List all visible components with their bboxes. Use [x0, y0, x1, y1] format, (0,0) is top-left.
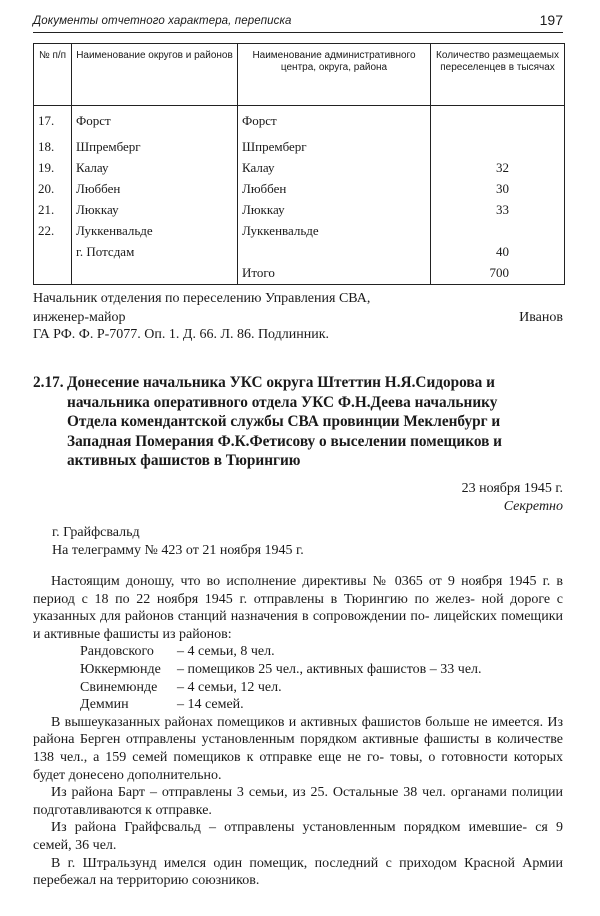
district-value: – помещиков 25 чел., активных фашистов – 33 чел.	[177, 661, 482, 677]
district-name: Свинемюнде	[80, 679, 158, 695]
col-header-center: Наименование административного центра, округа, района	[238, 44, 431, 106]
row-center: Форст	[238, 106, 431, 138]
row-district: Шпремберг	[72, 137, 238, 158]
row-quantity: 33	[431, 200, 565, 221]
document-title-line: начальника оперативного отдела УКС Ф.Н.Деева начальнику	[67, 393, 498, 411]
place-block	[52, 524, 304, 560]
row-center: Люббен	[238, 179, 431, 200]
page-number: 197	[539, 12, 563, 28]
row-district: Калау	[72, 158, 238, 179]
row-center: Шпремберг	[238, 137, 431, 158]
paragraph: В вышеуказанных районах помещиков и активных фашистов больше не имеется. Из района Берген отправлены установленным порядком активные фашисты в количестве 138 чел., а 159 семей помещиков к отправке еще не го- товы, о готовности которых будет донесено дополнительно.	[33, 714, 563, 783]
row-quantity	[431, 137, 565, 158]
row-number: 20.	[34, 179, 72, 200]
row-quantity: 32	[431, 158, 565, 179]
table-row	[34, 106, 565, 138]
telegram-reference: На телеграмму № 423 от 21 ноября 1945 г.	[52, 543, 304, 558]
district-value: – 14 семей.	[177, 697, 244, 713]
district-name: Деммин	[80, 697, 129, 713]
row-district	[72, 263, 238, 285]
district-name: Юккермюнде	[80, 661, 161, 677]
row-number: 17.	[34, 106, 72, 138]
row-number: 21.	[34, 200, 72, 221]
running-title: Документы отчетного характера, переписка	[33, 15, 292, 27]
list-item	[33, 643, 563, 661]
row-quantity	[431, 106, 565, 138]
resettlement-table	[33, 43, 565, 285]
row-quantity: 30	[431, 179, 565, 200]
row-number: 19.	[34, 158, 72, 179]
table-row	[34, 158, 565, 179]
date-block	[462, 480, 563, 516]
row-number	[34, 263, 72, 285]
table-row	[34, 242, 565, 263]
row-number	[34, 242, 72, 263]
document-date: 23 ноября 1945 г.	[461, 481, 563, 496]
row-number: 22.	[34, 221, 72, 242]
table-row	[34, 200, 565, 221]
header-rule	[33, 32, 563, 33]
signature-position: Начальник отделения по переселению Управления СВА,	[33, 291, 371, 306]
row-center: Калау	[238, 158, 431, 179]
row-district: Форст	[72, 106, 238, 138]
list-item	[33, 661, 563, 679]
signature-name: Иванов	[519, 310, 563, 325]
col-header-quantity: Количество размещаемых переселенцев в тысячах	[431, 44, 565, 106]
archive-reference: ГА РФ. Ф. Р-7077. Оп. 1. Д. 66. Л. 86. Подлинник.	[33, 327, 330, 342]
signature-block	[33, 289, 563, 327]
district-list	[33, 643, 563, 713]
paragraph: В г. Штральзунд имелся один помещик, последний с приходом Красной Армии перебежал на территорию союзников.	[33, 855, 563, 889]
row-district: Луккенвальде	[72, 221, 238, 242]
document-title-line: активных фашистов в Тюрингию	[67, 452, 301, 469]
row-center: Луккенвальде	[238, 221, 431, 242]
row-center: Люккау	[238, 200, 431, 221]
list-item	[33, 696, 563, 714]
row-district: Люббен	[72, 179, 238, 200]
paragraph: Из района Барт – отправлены 3 семьи, из 25. Остальные 38 чел. органами полиции подготавливаются к отправке.	[33, 785, 563, 818]
row-quantity: 700	[431, 263, 565, 285]
col-header-number: № п/п	[34, 44, 72, 106]
document-heading	[33, 373, 563, 471]
table-row-total	[34, 263, 565, 285]
paragraph: Настоящим доношу, что во исполнение директивы № 0365 от 9 ноября 1945 г. в период с 18 по 22 ноября 1945 г. отправлены в Тюрингию по желез- ной дороге с указанных для районов станций назначения в сопровождении по- лицейских помещики и активные фашисты из районов:	[33, 574, 564, 642]
row-district: г. Потсдам	[72, 242, 238, 263]
classification-stamp: Секретно	[503, 499, 563, 514]
document-body	[33, 573, 563, 890]
table-row	[34, 179, 565, 200]
table-row	[34, 221, 565, 242]
table-row	[34, 137, 565, 158]
row-quantity: 40	[431, 242, 565, 263]
document-title-line: Донесение начальника УКС округа Штеттин Н.Я.Сидорова и	[67, 374, 495, 391]
row-number: 18.	[34, 137, 72, 158]
document-number: 2.17.	[33, 374, 64, 391]
district-value: – 4 семьи, 8 чел.	[177, 644, 275, 660]
document-place: г. Грайфсвальд	[52, 525, 140, 540]
row-district: Люккау	[72, 200, 238, 221]
running-header	[33, 12, 563, 32]
row-center: Итого	[238, 263, 431, 285]
list-item	[33, 679, 563, 697]
row-center	[238, 242, 431, 263]
document-title-line: Отдела комендантской службы СВА провинции Мекленбург и	[67, 413, 501, 430]
district-value: – 4 семьи, 12 чел.	[177, 679, 282, 695]
paragraph: Из района Грайфсвальд – отправлены установленным порядком имевшие- ся 9 семей, 36 чел.	[33, 820, 564, 853]
col-header-district: Наименование округов и районов	[72, 44, 238, 106]
district-name: Рандовского	[80, 644, 154, 660]
row-quantity	[431, 221, 565, 242]
signature-rank: инженер-майор	[33, 310, 126, 325]
document-title-line: Западная Померания Ф.К.Фетисову о выселении помещиков и	[67, 432, 502, 450]
